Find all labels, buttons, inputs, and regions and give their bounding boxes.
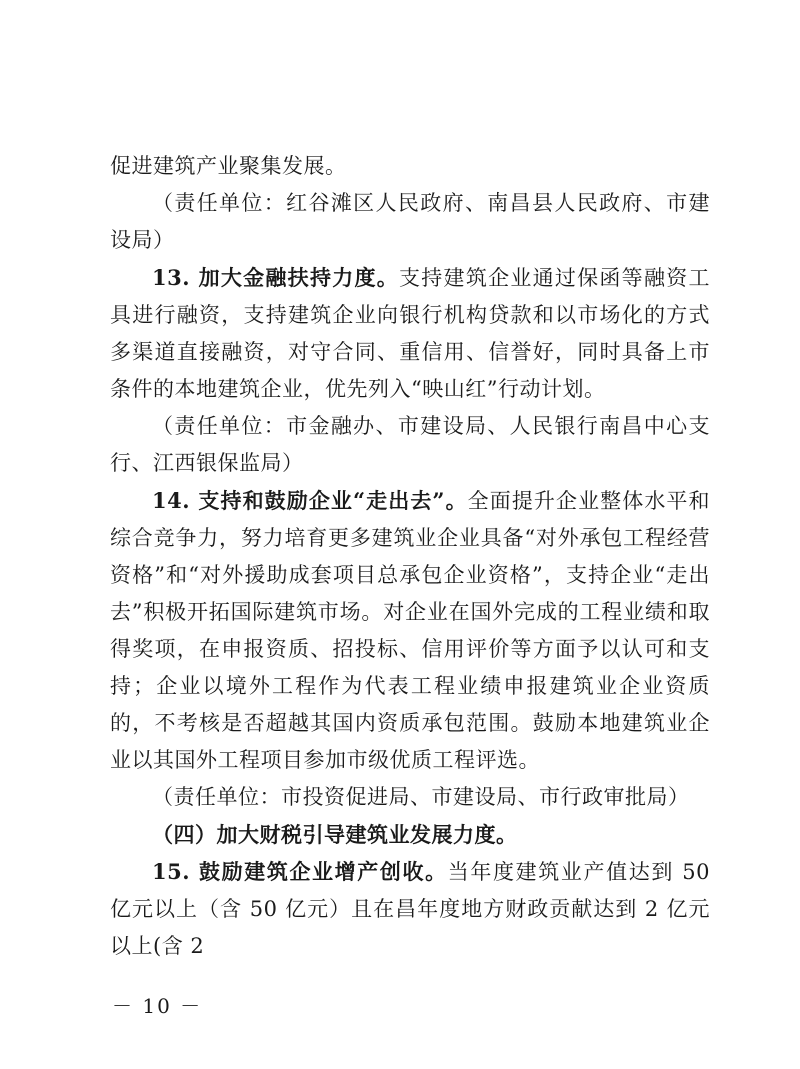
- item-13-text: 支持建筑企业通过保函等融资工具进行融资，支持建筑企业向银行机构贷款和以市场化的方式多渠道直接融资，对守合同、重信用、信誉好，同时具备上市条件的本地建筑企业，优先列入“映山红”行动计划。: [110, 266, 710, 401]
- item-13-heading: 13. 加大金融扶持力度。: [152, 265, 400, 290]
- responsibility-note: （责任单位：红谷滩区人民政府、南昌县人民政府、市建设局）: [110, 191, 710, 252]
- page-number: － 10 －: [112, 994, 203, 1018]
- item-15-text: 当年度建筑业产值达到 50 亿元以上（含 50 亿元）且在昌年度地方财政贡献达到 2 亿元以上(含 2: [110, 860, 710, 958]
- item-15-heading: 15. 鼓励建筑企业增产创收。: [152, 859, 448, 884]
- section-heading-4: （四）加大财税引导建筑业发展力度。: [152, 822, 518, 847]
- paragraph-continuation: 促进建筑产业聚集发展。: [110, 154, 347, 178]
- item-14: [110, 482, 710, 779]
- item-13: [110, 259, 710, 408]
- item-15: [110, 853, 710, 965]
- item-14-text: 全面提升企业整体水平和综合竞争力，努力培育更多建筑业企业具备“对外承包工程经营资格”和“对外援助成套项目总承包企业资格”，支持企业“走出去”积极开拓国际建筑市场。对企业在国外完成的工程业绩和取得奖项，在申报资质、招投标、信用评价等方面予以认可和支持；企业以境外工程作为代表工程业绩申报建筑业企业资质的，不考核是否超越其国内资质承包范围。鼓励本地建筑业企业以其国外工程项目参加市级优质工程评选。: [110, 489, 710, 772]
- item-14-responsibility: （责任单位：市投资促进局、市建设局、市行政审批局）: [152, 785, 690, 809]
- item-13-responsibility: （责任单位：市金融办、市建设局、人民银行南昌中心支行、江西银保监局）: [110, 414, 710, 475]
- document-body: [110, 148, 710, 965]
- item-14-heading: 14. 支持和鼓励企业“走出去”。: [152, 488, 468, 513]
